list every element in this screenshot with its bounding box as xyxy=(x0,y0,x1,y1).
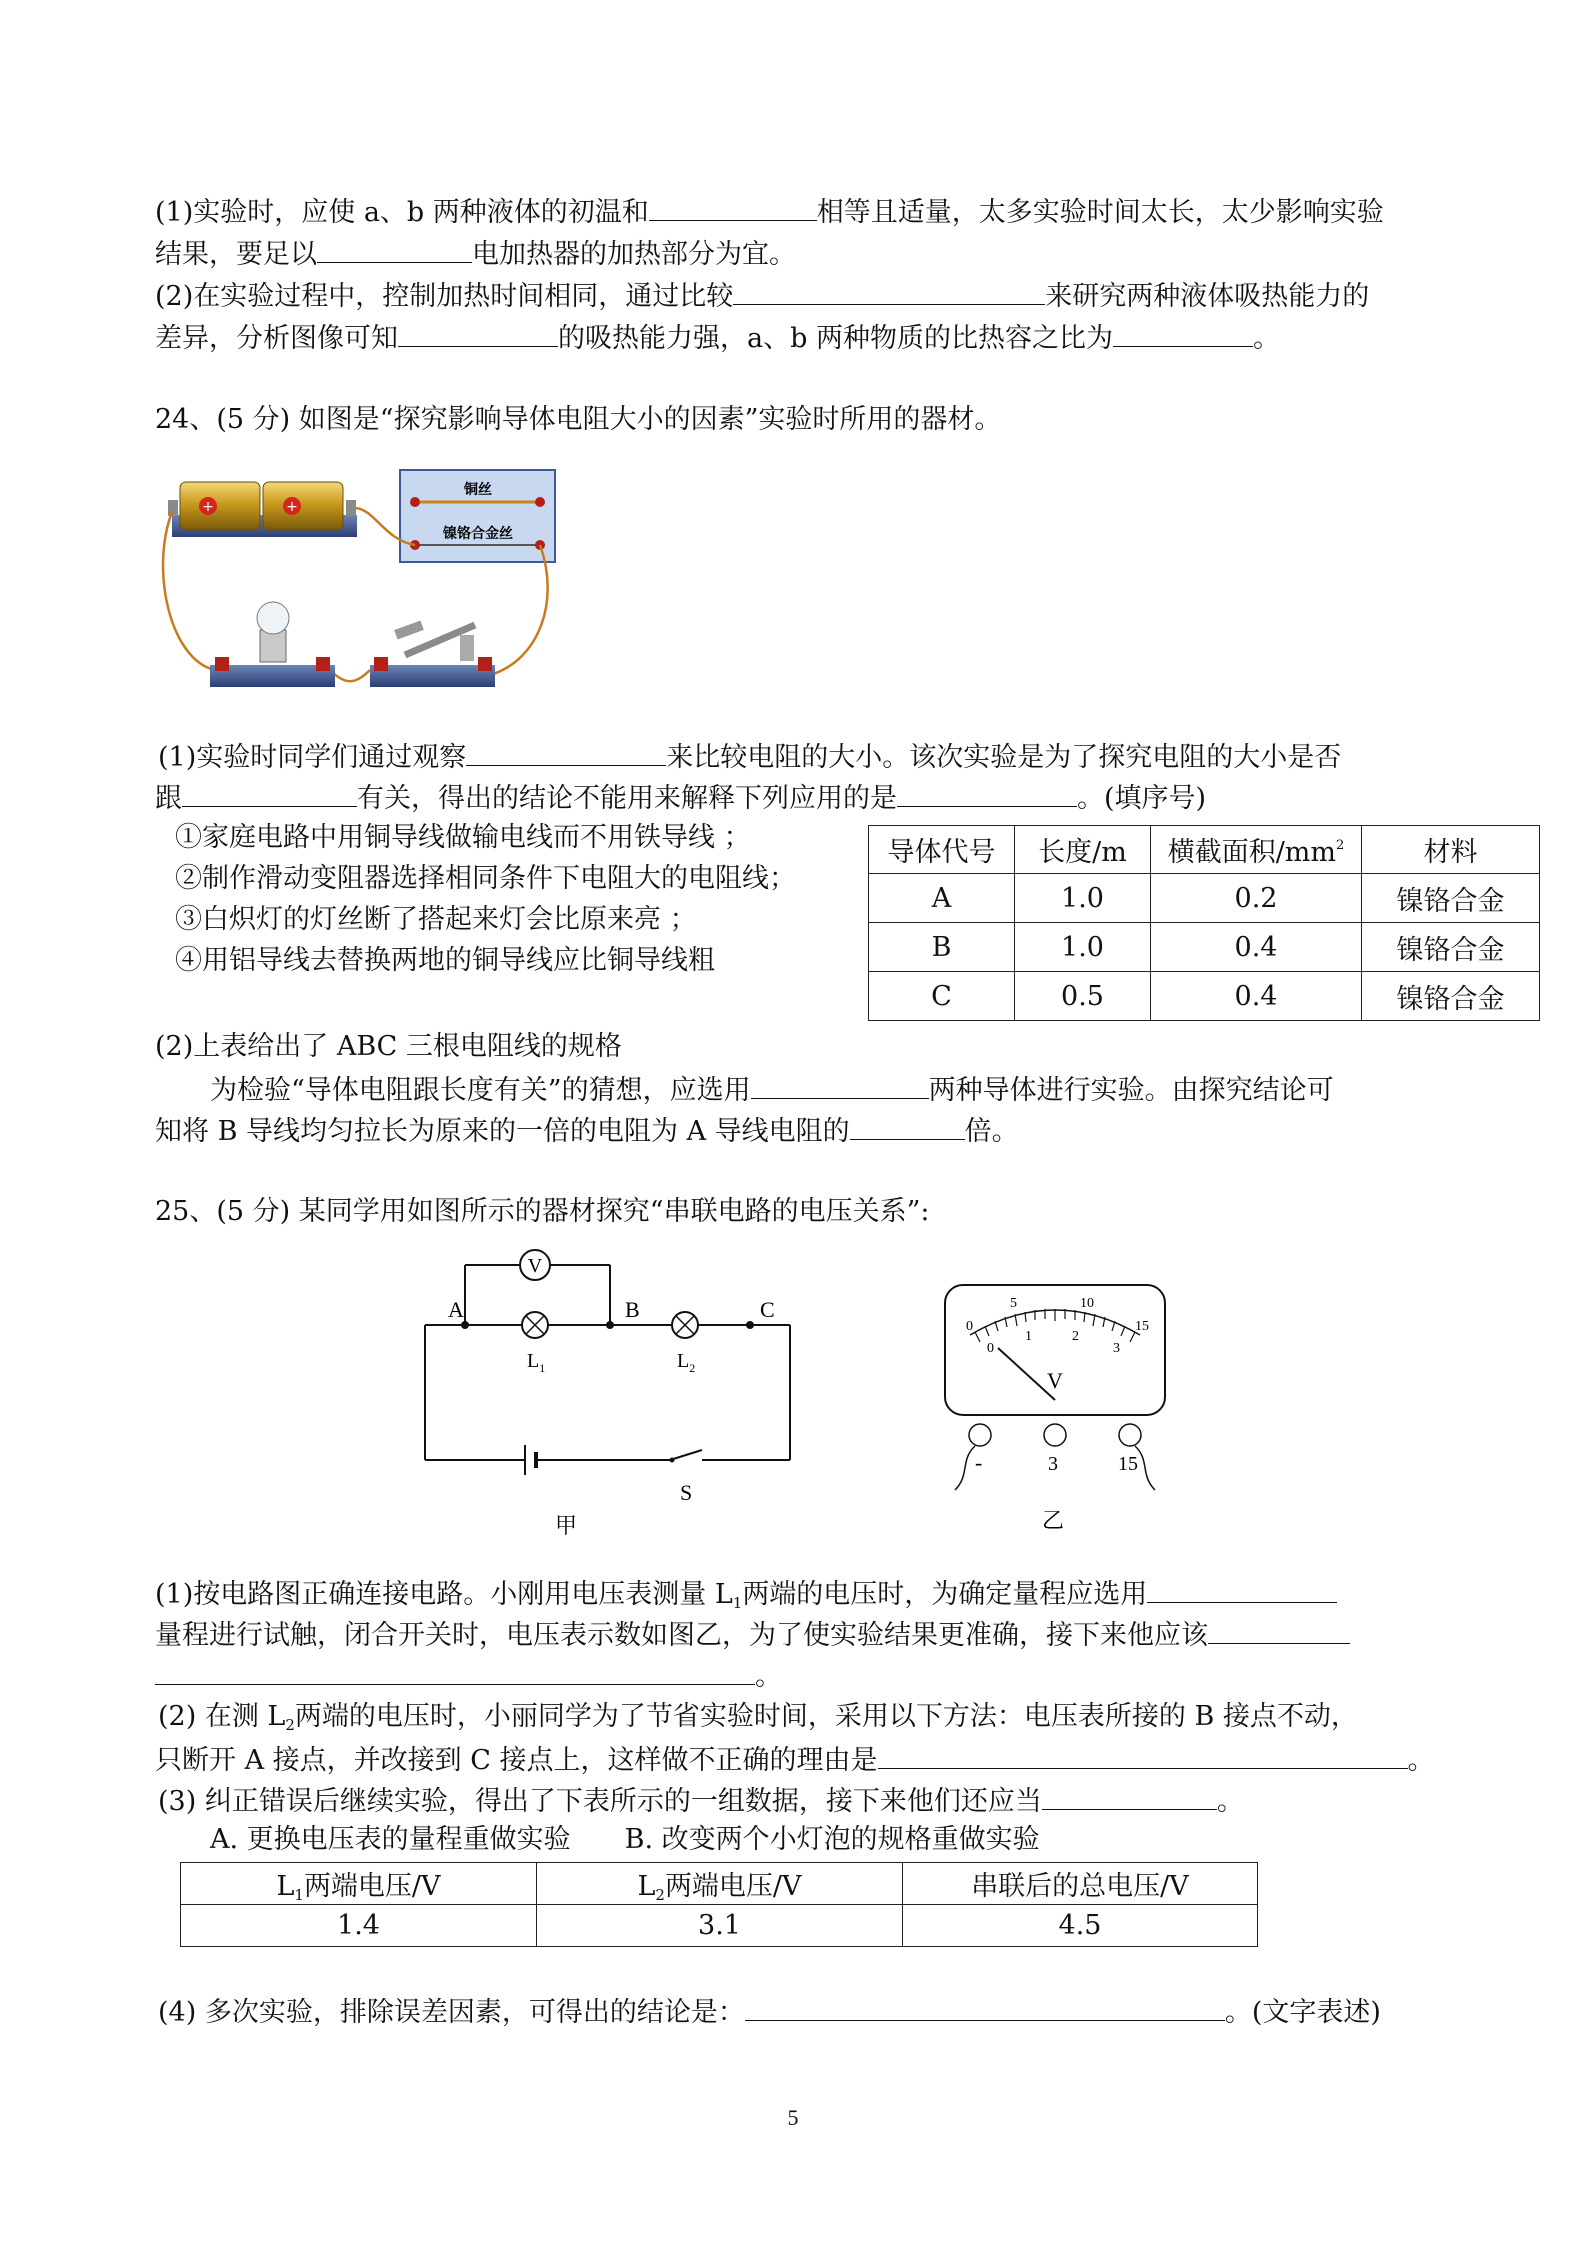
battery-terminal xyxy=(168,500,178,516)
meter-unit-label: V xyxy=(1047,1368,1063,1393)
q25-line-3 xyxy=(155,1654,782,1697)
superscript: 2 xyxy=(1336,838,1345,853)
battery-cell xyxy=(263,482,343,530)
table-cell: 1.4 xyxy=(181,1905,537,1947)
terminal-negative-icon xyxy=(969,1424,991,1446)
q24-text: 有关，得出的结论不能用来解释下列应用的是 xyxy=(357,783,897,814)
q25-text: 量程进行试触，闭合开关时，电压表示数如图乙，为了使实验结果更准确，接下来他应该 xyxy=(155,1620,1208,1651)
answer-blank[interactable] xyxy=(1147,1572,1337,1603)
q24-text: (1)实验时同学们通过观察 xyxy=(158,742,467,773)
q24-line-5 xyxy=(155,1109,1019,1152)
q25-text: 两端的电压时，小丽同学为了节省实验时间，采用以下方法：电压表所接的 B 接点不动， xyxy=(294,1701,1358,1732)
q25-line-8 xyxy=(158,1990,1381,2033)
scale-top-label: 0 xyxy=(966,1319,973,1334)
table-cell: 0.4 xyxy=(1151,923,1362,972)
voltage-data-table xyxy=(180,1862,1258,1947)
terminal-3-icon xyxy=(1044,1424,1066,1446)
table-row xyxy=(869,874,1540,923)
scale-top-label: 5 xyxy=(1010,1296,1017,1311)
q24-title: 24、(5 分) 如图是“探究影响导体电阻大小的因素”实验时所用的器材。 xyxy=(155,404,1002,435)
table-header-cell: $L_1$两端电压/V xyxy=(181,1863,537,1905)
terminal-label: - xyxy=(975,1450,983,1475)
answer-blank[interactable] xyxy=(317,232,472,263)
option-item: ④用铝导线去替换两地的铜导线应比铜导线粗 xyxy=(175,945,715,976)
svg-text:+: + xyxy=(286,499,298,515)
scale-bottom-label: 0 xyxy=(987,1341,994,1356)
q23-line-3 xyxy=(155,274,1369,317)
switch-symbol xyxy=(670,1450,702,1460)
meter-face xyxy=(945,1285,1165,1415)
q24-text: 倍。 xyxy=(964,1116,1019,1147)
answer-blank[interactable] xyxy=(155,1654,755,1685)
node-b-label: B xyxy=(625,1297,640,1322)
q25-line-6 xyxy=(158,1779,1244,1822)
q25-text: 。 xyxy=(755,1661,782,1692)
q25-text: 。 xyxy=(1216,1786,1244,1817)
q25-text: (4) 多次实验，排除误差因素，可得出的结论是： xyxy=(158,1997,745,2028)
q23-text: 来研究两种液体吸热能力的 xyxy=(1045,281,1370,312)
q23-text: (1)实验时，应使 a、b 两种液体的初温和 xyxy=(155,197,649,228)
q25-text: (2) 在测 L xyxy=(158,1701,286,1732)
scale-bottom-label: 2 xyxy=(1072,1329,1079,1344)
table-cell: 0.5 xyxy=(1015,972,1151,1021)
terminal-icon xyxy=(410,497,420,507)
q23-text: 相等且适量，太多实验时间太长，太少影响实验 xyxy=(816,197,1384,228)
option-item: ①家庭电路中用铜导线做输电线而不用铁导线 ； xyxy=(175,822,751,853)
scale-bottom-label: 3 xyxy=(1113,1341,1120,1356)
figure-caption: 乙 xyxy=(1042,1508,1065,1530)
q24-text: 知将 B 导线均匀拉长为原来的一倍的电阻为 A 导线电阻的 xyxy=(155,1116,850,1147)
table-header-cell xyxy=(1151,826,1362,874)
q23-line-1 xyxy=(155,190,1384,233)
q25-text: 。(文字表述) xyxy=(1224,1997,1381,2028)
node-a-label: A xyxy=(448,1297,464,1322)
q25-text: (1)按电路图正确连接电路。小刚用电压表测量 L xyxy=(155,1579,733,1610)
q25-text: 两端的电压时，为确定量程应选用 xyxy=(742,1579,1148,1610)
q23-text: 结果，要足以 xyxy=(155,239,317,270)
q25-options: A. 更换电压表的量程重做实验 B. 改变两个小灯泡的规格重做实验 xyxy=(210,1824,1040,1855)
q24-line-3: (2)上表给出了 ABC 三根电阻线的规格 xyxy=(155,1031,622,1062)
subscript: 2 xyxy=(285,1716,295,1734)
terminal-icon xyxy=(535,497,545,507)
answer-blank[interactable] xyxy=(1042,1779,1217,1810)
table-cell: 4.5 xyxy=(903,1905,1258,1947)
option-item: ②制作滑动变阻器选择相同条件下电阻大的电阻线； xyxy=(175,863,796,894)
battery-cell xyxy=(180,482,260,530)
table-row xyxy=(869,923,1540,972)
switch-base xyxy=(370,665,495,687)
answer-blank[interactable] xyxy=(1113,316,1253,347)
table-cell: 0.4 xyxy=(1151,972,1362,1021)
board-label-nichrome: 镍铬合金丝 xyxy=(443,526,513,542)
q23-line-4 xyxy=(155,316,1280,359)
answer-blank[interactable] xyxy=(745,1990,1225,2021)
q24-line-4 xyxy=(210,1068,1334,1111)
table-cell: 0.2 xyxy=(1151,874,1362,923)
terminal-15-icon xyxy=(1119,1424,1141,1446)
svg-text:+: + xyxy=(202,499,214,515)
table-cell: C xyxy=(869,972,1015,1021)
table-cell: 镍铬合金 xyxy=(1362,972,1540,1021)
l1-label: $L_1$ xyxy=(527,1350,546,1375)
l2-label: $L_2$ xyxy=(677,1350,696,1375)
q23-text: 电加热器的加热部分为宜。 xyxy=(472,239,796,270)
table-header-row xyxy=(869,826,1540,874)
answer-blank[interactable] xyxy=(182,776,357,807)
header-text: 横截面积/mm xyxy=(1167,837,1337,868)
q23-text: 。 xyxy=(1252,323,1280,354)
table-header-cell: 材料 xyxy=(1362,826,1540,874)
option-item: ③白炽灯的灯丝断了搭起来灯会比原来亮 ； xyxy=(175,904,697,935)
table-cell: 1.0 xyxy=(1015,923,1151,972)
table-cell: 3.1 xyxy=(537,1905,903,1947)
answer-blank[interactable] xyxy=(897,776,1077,807)
figure-caption: 甲 xyxy=(555,1513,578,1535)
table-cell: B xyxy=(869,923,1015,972)
battery-terminal xyxy=(346,500,356,516)
table-header-row xyxy=(181,1863,1258,1905)
q24-text: 为检验“导体电阻跟长度有关”的猜想，应选用 xyxy=(210,1075,751,1106)
terminal-label: 3 xyxy=(1048,1453,1058,1475)
scale-bottom-label: 1 xyxy=(1025,1329,1032,1344)
q24-line-1 xyxy=(158,735,1341,778)
terminal-label: 15 xyxy=(1118,1453,1138,1475)
bulb-icon xyxy=(257,602,289,634)
node-c-label: C xyxy=(760,1297,775,1322)
q25-text: 。 xyxy=(1407,1745,1435,1776)
resistance-apparatus-figure xyxy=(160,460,570,710)
q23-text: (2)在实验过程中，控制加热时间相同，通过比较 xyxy=(155,281,734,312)
subscript: 1 xyxy=(732,1594,743,1612)
q24-text: 。(填序号) xyxy=(1077,783,1207,814)
table-header-cell: 长度/m xyxy=(1015,826,1151,874)
scale-top-label: 10 xyxy=(1080,1296,1094,1311)
q25-text: (3) 纠正错误后继续实验，得出了下表所示的一组数据，接下来他们还应当 xyxy=(158,1786,1042,1817)
answer-blank[interactable] xyxy=(733,274,1045,305)
table-header-cell: 串联后的总电压/V xyxy=(903,1863,1258,1905)
answer-blank[interactable] xyxy=(649,190,817,221)
answer-blank[interactable] xyxy=(466,735,666,766)
answer-blank[interactable] xyxy=(878,1738,1408,1769)
table-cell: 镍铬合金 xyxy=(1362,874,1540,923)
q24-text: 跟 xyxy=(155,783,182,814)
table-cell: 镍铬合金 xyxy=(1362,923,1540,972)
voltmeter-figure xyxy=(930,1270,1190,1530)
q25-line-5 xyxy=(155,1738,1435,1781)
switch-label: S xyxy=(680,1480,693,1505)
q24-line-2 xyxy=(155,776,1206,819)
q23-text: 的吸热能力强，a、b 两种物质的比热容之比为 xyxy=(558,323,1113,354)
table-cell: A xyxy=(869,874,1015,923)
q24-text: 两种导体进行实验。由探究结论可 xyxy=(928,1075,1334,1106)
table-row xyxy=(181,1905,1258,1947)
answer-blank[interactable] xyxy=(398,316,558,347)
scale-top-label: 15 xyxy=(1135,1319,1149,1334)
page-number: 5 xyxy=(787,2105,799,2130)
answer-blank[interactable] xyxy=(1208,1613,1350,1644)
q25-title: 25、(5 分) 某同学用如图所示的器材探究“串联电路的电压关系”: xyxy=(155,1196,930,1227)
q23-line-2 xyxy=(155,232,796,275)
voltmeter-label: V xyxy=(527,1255,543,1277)
table-row xyxy=(869,972,1540,1021)
answer-blank[interactable] xyxy=(751,1068,929,1099)
q23-text: 差异，分析图像可知 xyxy=(155,323,398,354)
board-label-copper: 铜丝 xyxy=(464,482,492,498)
q25-text: 只断开 A 接点，并改接到 C 接点上，这样做不正确的理由是 xyxy=(155,1745,878,1776)
q24-text: 来比较电阻的大小。该次实验是为了探究电阻的大小是否 xyxy=(666,742,1342,773)
q25-line-2 xyxy=(155,1613,1350,1656)
table-header-cell: $L_2$两端电压/V xyxy=(537,1863,903,1905)
series-circuit-diagram xyxy=(410,1245,810,1535)
answer-blank[interactable] xyxy=(850,1109,965,1140)
table-header-cell: 导体代号 xyxy=(869,826,1015,874)
conductor-spec-table xyxy=(868,825,1540,1021)
table-cell: 1.0 xyxy=(1015,874,1151,923)
